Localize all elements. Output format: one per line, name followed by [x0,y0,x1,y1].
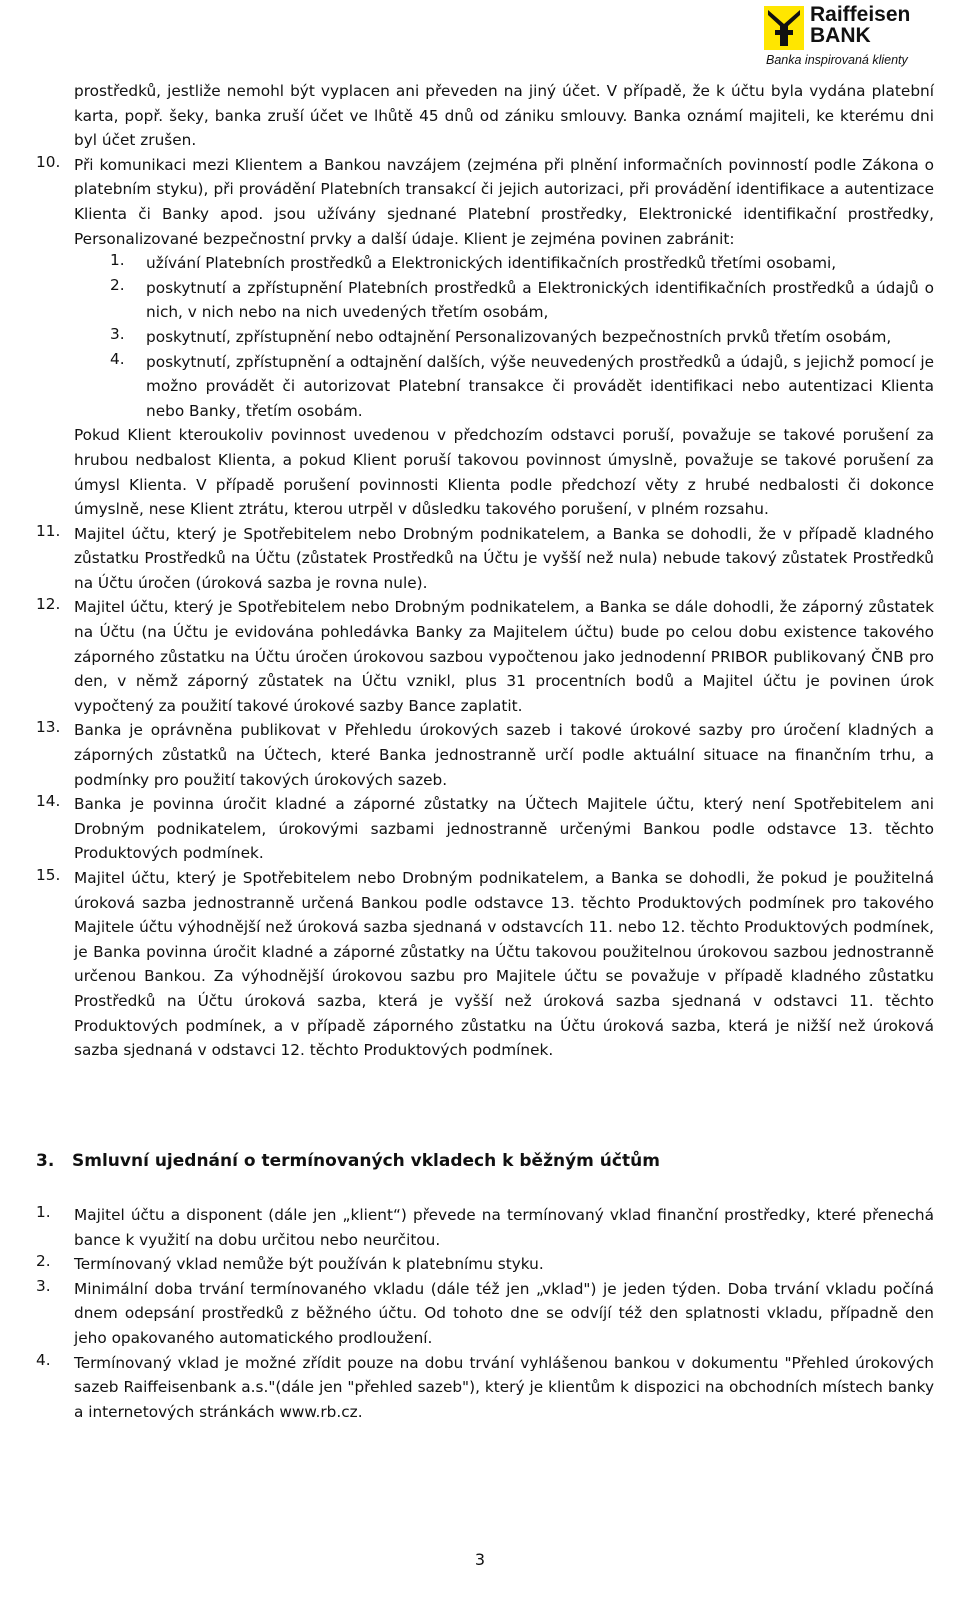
clause-number: 13. [36,718,61,737]
clause-12 [36,595,934,718]
page-number: 3 [474,1550,486,1569]
sub-item-number: 2. [110,275,125,294]
intro-paragraph: prostředků, jestliže nemohl být vyplacen ani převeden na jiný účet. V případě, že k účtu byla vydána platební karta, popř. šeky, banka zruší účet ve lhůtě 45 dnů od zániku smlouvy. Banka oznámí majiteli, ke kterému dni byl účet zrušen. [74,82,934,150]
clause-10-consequence: Pokud Klient kteroukoliv povinnost uvedenou v předchozím odstavci poruší, považuje se takové porušení za hrubou nedbalost Klienta, a pokud Klient poruší takovou povinnost úmyslně, považuje se takové porušení za úmysl Klienta. V případě porušení povinnosti Klienta podle předchozí věty z hrubé nedbalosti či dokonce úmyslně, nese Klient ztrátu, kterou utrpěl v důsledku takového porušení, v plném rozsahu. [74,426,934,519]
clause-number: 15. [36,866,61,884]
logo-name: Raiffeisen [810,3,911,26]
sub-item-number: 1. [110,251,125,270]
section-number: 3. [36,1151,55,1171]
raiffeisen-gable-cross-icon [764,6,804,50]
clause-number: 4. [36,1350,51,1369]
clause-13 [36,718,934,792]
section-heading [36,1151,660,1171]
clause-14 [36,792,934,866]
clause-text: Minimální doba trvání termínovaného vkladu (dále též jen „vklad") je jeden týden. Doba trvání vkladu počíná dnem odepsání prostředků z běžného účtu. Od tohoto dne se odvíjí též den splatnosti vkladu, případně den jeho opakovaného automatického prodloužení. [74,1279,934,1347]
clause-15 [36,866,934,1063]
clause-text: Termínovaný vklad je možné zřídit pouze na dobu trvání vyhlášenou bankou v dokumentu "Přehled úrokových sazeb Raiffeisenbank a.s."(dále jen "přehled sazeb"), který je klientům k dispozici na obchodních místech banky a internetových stránkách www.rb.cz. [74,1353,934,1421]
sub-item-text: poskytnutí a zpřístupnění Platebních prostředků a Elektronických identifikačních prostředků a údajů o nich, v nich nebo na nich uvedených třetím osobám, [146,278,934,322]
sub-item [36,325,934,350]
clause-text: Majitel účtu, který je Spotřebitelem nebo Drobným podnikatelem, a Banka se dohodli, že v případě kladného zůstatku Prostředků na Účtu (zůstatek Prostředků na Účtu je vyšší než nula) nebude takový zůstatek Prostředků na Účtu úročen (úroková sazba je rovna nule). [74,524,934,592]
clause-text: Banka je oprávněna publikovat v Přehledu úrokových sazeb i takové úrokové sazby pro úročení kladných a záporných zůstatků na Účtech, které Banka jednostranně určí podle aktuální situace na finančním trhu, a podmínky pro použití takových úrokových sazeb. [74,721,934,789]
clause-text: Majitel účtu, který je Spotřebitelem nebo Drobným podnikatelem, a Banka se dohodli, že pokud je použitelná úroková sazba jednostranně určená Bankou podle odstavce 13. těchto Produktových podmínek pro takového Majitele účtu výhodnější než úroková sazba sjednaná v odstavcích 11. nebo 12. těchto Produktových podmínek, je Banka povinna úročit kladné a záporné zůstatky na Účtu takovou použitelnou úrokovou sazbou jednostranně určenou Bankou. Za výhodnější úrokovou sazbu pro Majitele účtu se považuje v případě kladného zůstatku Prostředků na Účtu úroková sazba, která je vyšší než úroková sazba sjednaná v odstavci 11. těchto Produktových podmínek, a v případě záporného zůstatku na Účtu úroková sazba, která je nižší než úroková sazba sjednaná v odstavci 12. těchto Produktových podmínek. [74,869,934,1060]
clause-text: Majitel účtu, který je Spotřebitelem nebo Drobným podnikatelem, a Banka se dále dohodli, že záporný zůstatek na Účtu (na Účtu je evidována pohledávka Banky za Majitelem účtu) bude po celou dobu existence takového záporného zůstatku na Účtu úročen úrokovou sazbou vypočtenou jako jednodenní PRIBOR publikovaný ČNB pro den, v němž záporný zůstatek na Účtu vznikl, plus 31 procentních bodů a Majitel účtu je povinen úrok vypočtený za použití takové úrokové sazby Bance zaplatit. [74,598,934,715]
logo-tagline: Banka inspirovaná klienty [766,53,908,67]
clause-11 [36,522,934,596]
clause-number: 1. [36,1203,51,1221]
clause-number: 11. [36,521,61,540]
sub-item-number: 3. [110,324,125,343]
clause-text: Při komunikaci mezi Klientem a Bankou navzájem (zejména při plnění informačních povinností podle Zákona o platebním styku), při provádění Platebních transakcí či jejich autorizaci, při provádění identifikace a autentizace Klienta či Banky apod. jsou užívány sjednané Platební prostředky, Elektronické identifikační prostředky, Personalizované bezpečnostní prvky a další údaje. Klient je zejména povinen zabránit: [74,155,934,248]
sub-item-text: užívání Platebních prostředků a Elektronických identifikačních prostředků třetími osobami, [146,254,837,273]
sub-item-text: poskytnutí, zpřístupnění a odtajnění dalších, výše neuvedených prostředků a údajů, s jejichž pomocí je možno provádět či autorizovat Platební transakce či provádět identifikaci nebo autentizaci Klienta nebo Banky, třetím osobám. [146,352,934,420]
clause-text: Majitel účtu a disponent (dále jen „klient“) převede na termínovaný vklad finanční prostředky, které přenechá bance k využití na dobu určitou nebo neurčitou. [74,1206,934,1249]
sub-item [36,276,934,325]
clause-10 [36,153,934,251]
section-3-item-4 [36,1351,934,1425]
section-3-list [36,1203,934,1424]
section-3-item-1 [36,1203,934,1252]
logo-bank: BANK [810,24,871,47]
section-3-item-2 [36,1252,934,1277]
clause-number: 3. [36,1276,51,1295]
sub-item [36,251,934,276]
clause-number: 14. [36,792,61,811]
section-3-item-3 [36,1277,934,1351]
clause-number: 2. [36,1252,51,1271]
sub-item [36,350,934,424]
clause-number: 10. [36,152,61,171]
sub-item-text: poskytnutí, zpřístupnění nebo odtajnění Personalizovaných bezpečnostních prvků třetím osobám, [146,327,892,346]
sub-item-number: 4. [110,349,125,368]
clause-text: Termínovaný vklad nemůže být používán k platebnímu styku. [74,1255,544,1274]
clause-text: Banka je povinna úročit kladné a záporné zůstatky na Účtech Majitele účtu, který není Spotřebitelem ani Drobným podnikatelem, úrokovými sazbami jednostranně určenými Bankou podle odstavce 13. těchto Produktových podmínek. [74,795,934,863]
document-body [36,79,934,1421]
section-title: Smluvní ujednání o termínovaných vkladech k běžným účtům [72,1151,660,1171]
clause-number: 12. [36,595,61,614]
raiffeisen-logo [764,4,924,70]
